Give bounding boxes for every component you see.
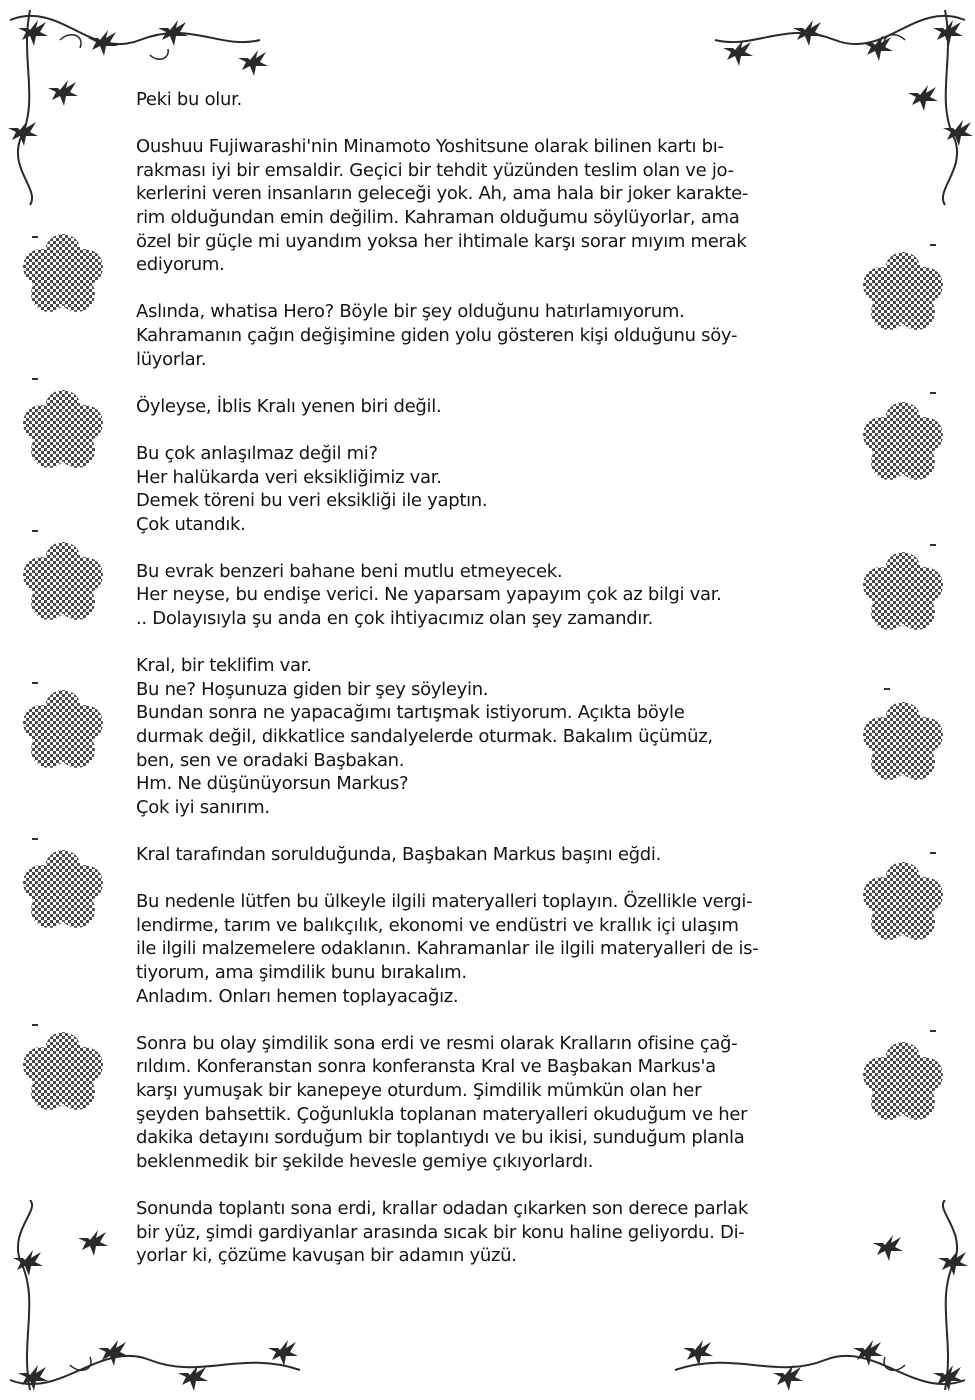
text-line: kerlerini veren insanların geleceği yok. Ah, ama hala bir joker karakte-: [136, 183, 749, 205]
text-line: ben, sen ve oradaki Başbakan.: [136, 749, 405, 771]
text-line: Bu evrak benzeri bahane beni mutlu etmeyecek.: [136, 560, 563, 582]
text-line: Öyleyse, İblis Kralı yenen biri değil.: [136, 395, 442, 417]
flower-right-3: [860, 550, 946, 636]
dot-right-4: [884, 688, 890, 690]
dot-left-4: [32, 682, 38, 684]
document-body: [136, 88, 854, 1268]
flower-left-6: [20, 1030, 106, 1116]
text-line: rakması iyi bir emsaldir. Geçici bir tehdit yüzünden teslim olan ve jo-: [136, 159, 734, 181]
text-line: ile ilgili malzemelere odaklanın. Kahramanlar ile ilgili materyalleri de is-: [136, 938, 759, 960]
flower-left-5: [20, 848, 106, 934]
text-line: Bu çok anlaşılmaz değil mi?: [136, 442, 378, 464]
flower-right-2: [860, 400, 946, 486]
blank-line: [136, 631, 854, 655]
text-line: karşı yumuşak bir kanepeye oturdum. Şimdilik mümkün olan her: [136, 1079, 702, 1101]
text-line: Kahramanın çağın değişimine giden yolu gösteren kişi olduğunu söy-: [136, 324, 738, 346]
text-line: Çok iyi sanırım.: [136, 796, 270, 818]
dot-left-5: [32, 838, 38, 840]
text-line: şeyden bahsettik. Çoğunlukla toplanan materyalleri okuduğum ve her: [136, 1103, 748, 1125]
text-line: Sonunda toplantı sona erdi, krallar odadan çıkarken son derece parlak: [136, 1197, 749, 1219]
blank-line: [136, 819, 854, 843]
text-line: Her halükarda veri eksikliğimiz var.: [136, 466, 442, 488]
text-line: Her neyse, bu endişe verici. Ne yaparsam yapayım çok az bilgi var.: [136, 584, 722, 606]
text-line: beklenmedik bir şekilde hevesle gemiye çıkıyorlardı.: [136, 1150, 594, 1172]
text-line: özel bir güçle mi uyandım yoksa her ihtimale karşı sorar mıyım merak: [136, 230, 747, 252]
blank-line: [136, 277, 854, 301]
dot-right-2: [930, 392, 936, 394]
text-line: Aslında, whatisa Hero? Böyle bir şey olduğunu hatırlamıyorum.: [136, 301, 685, 323]
text-line: Oushuu Fujiwarashi'nin Minamoto Yoshitsune olarak bilinen kartı bı-: [136, 136, 724, 158]
dot-left-3: [32, 530, 38, 532]
text-line: Çok utandık.: [136, 513, 246, 535]
blank-line: [136, 1173, 854, 1197]
text-line: Hm. Ne düşünüyorsun Markus?: [136, 773, 409, 795]
text-line: rıldım. Konferanstan sonra konferansta Kral ve Başbakan Markus'a: [136, 1056, 716, 1078]
blank-line: [136, 1008, 854, 1032]
text-line: Peki bu olur.: [136, 89, 242, 110]
blank-line: [136, 867, 854, 891]
text-line: rim olduğundan emin değilim. Kahraman olduğumu söylüyorlar, ama: [136, 206, 740, 228]
text-line: Kral, bir teklifim var.: [136, 655, 312, 677]
flower-left-1: [20, 232, 106, 318]
text-line: Bu nedenle lütfen bu ülkeyle ilgili materyalleri toplayın. Özellikle vergi-: [136, 891, 753, 913]
text-line: .. Dolayısıyla şu anda en çok ihtiyacımız olan şey zamandır.: [136, 608, 653, 630]
dot-right-5: [930, 852, 936, 854]
text-line: Sonra bu olay şimdilik sona erdi ve resmi olarak Kralların ofisine çağ-: [136, 1032, 738, 1054]
text-line: lendirme, tarım ve balıkçılık, ekonomi ve endüstri ve krallık içi ulaşım: [136, 914, 739, 936]
flower-left-4: [20, 688, 106, 774]
blank-line: [136, 371, 854, 395]
flower-left-2: [20, 388, 106, 474]
text-line: Anladım. Onları hemen toplayacağız.: [136, 985, 459, 1007]
dot-right-3: [930, 544, 936, 546]
flower-left-3: [20, 540, 106, 626]
text-line: durmak değil, dikkatlice sandalyelerde oturmak. Bakalım üçümüz,: [136, 726, 713, 748]
text-line: Bu ne? Hoşunuza giden bir şey söyleyin.: [136, 678, 489, 700]
flower-right-5: [860, 860, 946, 946]
text-line: Kral tarafından sorulduğunda, Başbakan Markus başını eğdi.: [136, 844, 662, 865]
text-line: lüyorlar.: [136, 348, 207, 370]
text-line: Demek töreni bu veri eksikliği ile yaptın.: [136, 490, 488, 512]
text-line: ediyorum.: [136, 254, 225, 276]
text-line: Bundan sonra ne yapacağımı tartışmak istiyorum. Açıkta böyle: [136, 702, 685, 724]
dot-left-2: [32, 378, 38, 380]
dot-right-6: [930, 1030, 936, 1032]
blank-line: [136, 112, 854, 136]
text-line: yorlar ki, çözüme kavuşan bir adamın yüzü.: [136, 1245, 517, 1267]
blank-line: [136, 418, 854, 442]
dot-left-6: [32, 1024, 38, 1026]
flower-right-4: [860, 700, 946, 786]
flower-right-6: [860, 1040, 946, 1126]
text-line: bir yüz, şimdi gardiyanlar arasında sıcak bir konu haline geliyordu. Di-: [136, 1221, 745, 1243]
dot-left-1: [32, 236, 38, 238]
blank-line: [136, 536, 854, 560]
text-line: tiyorum, ama şimdilik bunu bırakalım.: [136, 961, 467, 983]
dot-right-1: [930, 244, 936, 246]
text-line: dakika detayını sorduğum bir toplantıydı ve bu ikisi, sunduğum planla: [136, 1127, 745, 1149]
flower-right-1: [860, 250, 946, 336]
